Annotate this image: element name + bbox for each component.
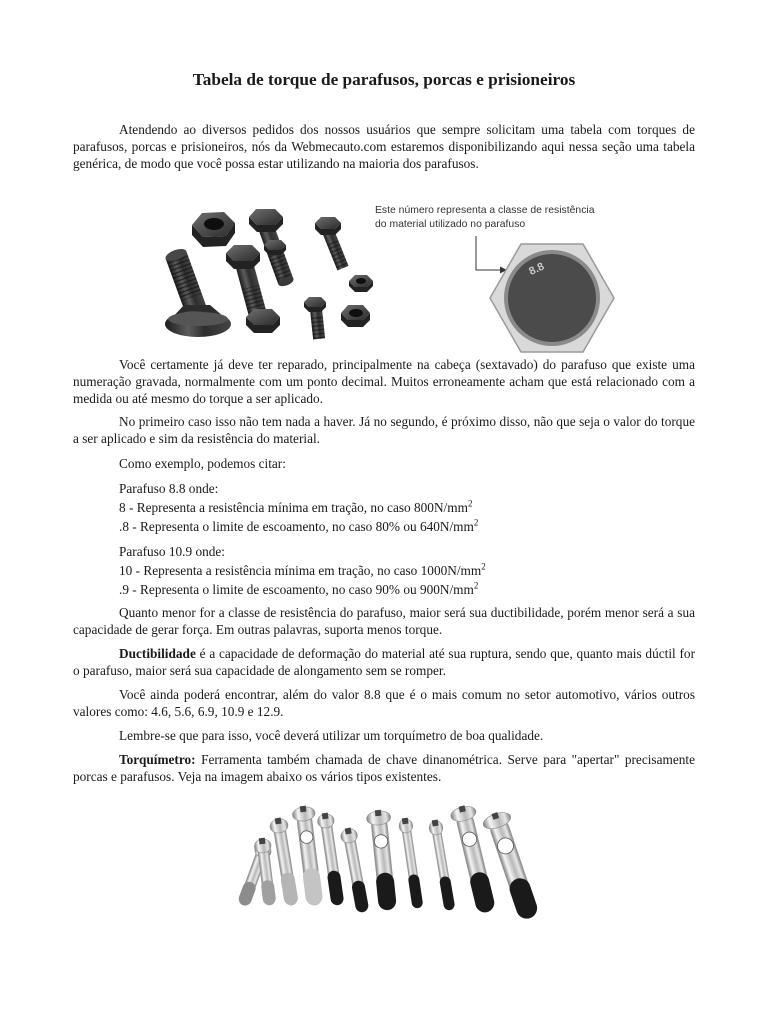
torque-wrench-paragraph <box>73 752 695 786</box>
small-hex-nut <box>349 275 373 292</box>
wrench-grip <box>375 872 397 911</box>
diagram-caption-line-1: Este número representa a classe de resistência <box>375 205 595 216</box>
wrench-drive-square <box>402 818 409 825</box>
values-paragraph: Você ainda poderá encontrar, além do valor 8.8 que é o mais comum no setor automotivo, vários outros valores como: 4.6, 5.6, 6.9, 10.9 e 12.9. <box>73 687 695 719</box>
torque-wrench-term: Torquímetro: <box>119 752 196 767</box>
bolts-and-nuts-image <box>160 203 375 348</box>
wrench-grip <box>408 874 424 909</box>
torque-wrench <box>398 817 425 909</box>
example-paragraph: Como exemplo, podemos citar: <box>119 456 286 471</box>
wrench-drive-square <box>275 818 282 825</box>
marking-paragraph: Você certamente já deve ter reparado, principalmente na cabeça (sextavado) do parafuso que existe uma numeração gravada, normalmente com um ponto decimal. Muitos erroneamente acham que está relacionado com a medida ou até mesmo do torque a ser aplicado. <box>73 357 695 406</box>
ductility-text: é a capacidade de deformação do material até sua ruptura, sendo que, quanto mais dúctil for o parafuso, maior será sua capacidade de alongamento sem se romper. <box>73 646 695 678</box>
page-title: Tabela de torque de parafusos, porcas e prisioneiros <box>192 70 576 89</box>
wrench-grip <box>351 880 369 913</box>
bolt-88-tensile-line: 8 - Representa a resistência mínima em tração, no caso $800N/mm^2$ <box>119 498 473 515</box>
wrench-grip <box>468 870 496 914</box>
wrench-grip <box>439 876 456 911</box>
intro-paragraph: Atendendo ao diversos pedidos dos nossos usuários que sempre solicitam uma tabela com torques de parafusos, porcas e prisioneiros, nós da Webmecauto.com estaremos disponibilizando aqui nessa seção uma tabela genérica, de modo que você possa estar utilizando na maioria dos parafusos. <box>73 122 695 171</box>
small-hex-bolt <box>315 217 349 270</box>
remember-paragraph: Lembre-se que para isso, você deverá utilizar um torquímetro de boa qualidade. <box>119 728 544 743</box>
bolt-109-tensile-line: 10 - Representa a resistência mínima em tração, no caso $1000N/mm^2$ <box>119 561 486 578</box>
torque-wrench-text: Ferramenta também chamada de chave dinanométrica. Serve para "apertar" precisamente porcas e parafusos. Veja na imagem abaixo os vários tipos existentes. <box>73 752 695 784</box>
wrench-drive-square <box>259 838 266 845</box>
t-head-bolt <box>164 247 231 337</box>
first-case-paragraph: No primeiro caso isso não tem nada a haver. Já no segundo, é próximo disso, não que seja o valor do torque a ser aplicado e sim da resistência do material. <box>73 414 695 446</box>
bolt-head-diagram <box>460 230 620 358</box>
bolt-109-yield-line: .9 - Representa o limite de escoamento, no caso 90% ou $900N/mm^2$ <box>119 580 479 597</box>
torque-wrench <box>340 827 372 914</box>
wrench-grip <box>280 872 299 907</box>
bolt-head-face <box>508 254 596 342</box>
wrench-drive-square <box>345 827 352 834</box>
class-paragraph: Quanto menor for a classe de resistência do parafuso, maior será sua ductibilidade, porém menor será a sua capacidade de gerar força. Em outras palavras, suporta menos torque. <box>73 605 695 637</box>
hex-nut <box>192 212 235 247</box>
wrench-grip <box>261 880 277 906</box>
wrench-drive-square <box>322 813 329 820</box>
wrench-grip <box>302 867 323 906</box>
wrench-drive-square <box>432 820 439 827</box>
pointer-arrow <box>476 236 507 274</box>
torque-wrenches-image <box>228 797 548 929</box>
ductility-paragraph <box>73 646 695 680</box>
diagram-caption-line-2: do material utilizado no parafuso <box>375 219 526 230</box>
wrench-drive-square <box>375 810 382 817</box>
small-hex-bolt <box>304 297 326 339</box>
torque-wrench <box>428 819 457 911</box>
bolt-88-heading: Parafuso 8.8 onde: <box>119 481 219 496</box>
bolt-109-heading: Parafuso 10.9 onde: <box>119 544 225 559</box>
bolt-88-yield-line: .8 - Representa o limite de escoamento, no caso 80% ou $640N/mm^2$ <box>119 517 479 534</box>
hex-nut <box>341 305 370 327</box>
ductility-term: Ductibilidade <box>119 646 196 661</box>
wrench-drive-square <box>300 806 307 813</box>
torque-wrench <box>366 809 400 911</box>
wrench-grip <box>327 870 345 906</box>
bolt-class-marking: 8.8 <box>527 260 547 278</box>
